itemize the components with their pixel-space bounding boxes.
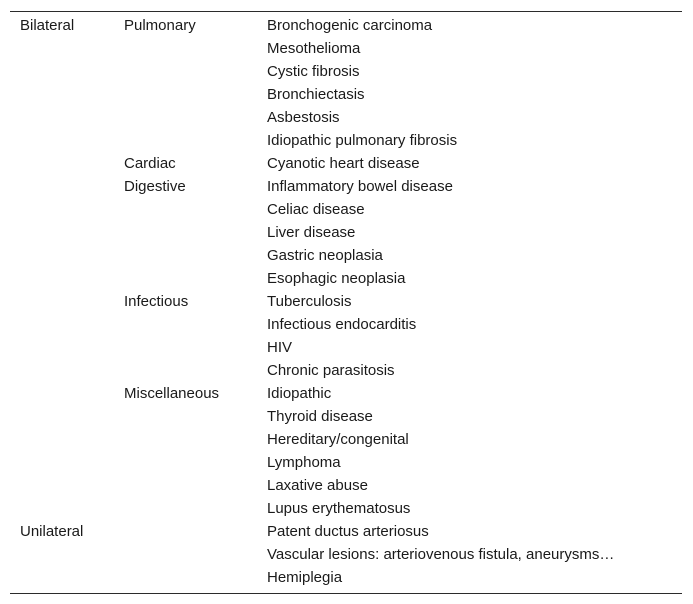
- condition-cell: Thyroid disease: [267, 408, 373, 425]
- condition-cell: Idiopathic pulmonary fibrosis: [267, 132, 458, 149]
- table-row: [10, 175, 682, 198]
- condition-cell: Laxative abuse: [267, 477, 368, 494]
- category-cell: Digestive: [124, 178, 186, 195]
- side-cell: [10, 359, 124, 382]
- condition-cell: Hemiplegia: [267, 569, 343, 586]
- side-cell: [10, 428, 124, 451]
- condition-cell: Cystic fibrosis: [267, 63, 360, 80]
- condition-cell: Liver disease: [267, 224, 356, 241]
- condition-cell: Idiopathic: [267, 385, 332, 402]
- category-cell: [124, 60, 267, 83]
- table-row: [10, 106, 682, 129]
- category-cell: [124, 267, 267, 290]
- condition-cell: Cyanotic heart disease: [267, 155, 420, 172]
- category-cell: Infectious: [124, 293, 189, 310]
- side-cell: [10, 198, 124, 221]
- condition-cell: Patent ductus arteriosus: [267, 523, 429, 540]
- table-row: [10, 543, 682, 566]
- table-row: [10, 451, 682, 474]
- table-row: [10, 359, 682, 382]
- table-row: [10, 313, 682, 336]
- table-row: [10, 244, 682, 267]
- category-cell: Miscellaneous: [124, 385, 220, 402]
- table-row: [10, 198, 682, 221]
- condition-cell: Esophagic neoplasia: [267, 270, 406, 287]
- category-cell: [124, 474, 267, 497]
- category-cell: [124, 198, 267, 221]
- side-cell: [10, 336, 124, 359]
- condition-cell: Bronchogenic carcinoma: [267, 17, 433, 34]
- side-cell: [10, 152, 124, 175]
- condition-cell: Vascular lesions: arteriovenous fistula, aneurysms…: [267, 546, 615, 563]
- side-cell: [10, 290, 124, 313]
- table-row: [10, 520, 682, 543]
- side-cell: Bilateral: [20, 17, 75, 34]
- category-cell: [124, 543, 267, 566]
- condition-cell: Celiac disease: [267, 201, 365, 218]
- category-cell: [124, 106, 267, 129]
- causes-table-container: [10, 11, 682, 594]
- side-cell: [10, 83, 124, 106]
- side-cell: [10, 382, 124, 405]
- condition-cell: Mesothelioma: [267, 40, 361, 57]
- table-row: [10, 474, 682, 497]
- side-cell: [10, 60, 124, 83]
- category-cell: [124, 221, 267, 244]
- table-body: [10, 14, 682, 589]
- side-cell: [10, 37, 124, 60]
- side-cell: [10, 313, 124, 336]
- condition-cell: Lymphoma: [267, 454, 341, 471]
- condition-cell: Asbestosis: [267, 109, 340, 126]
- condition-cell: Chronic parasitosis: [267, 362, 395, 379]
- category-cell: [124, 405, 267, 428]
- category-cell: [124, 313, 267, 336]
- category-cell: [124, 451, 267, 474]
- category-cell: [124, 83, 267, 106]
- table-row: [10, 290, 682, 313]
- side-cell: [10, 497, 124, 520]
- category-cell: [124, 428, 267, 451]
- category-cell: [124, 336, 267, 359]
- table-row: [10, 497, 682, 520]
- table-row: [10, 60, 682, 83]
- category-cell: [124, 520, 267, 543]
- condition-cell: Hereditary/congenital: [267, 431, 409, 448]
- side-cell: Unilateral: [20, 523, 84, 540]
- category-cell: [124, 359, 267, 382]
- condition-cell: Tuberculosis: [267, 293, 352, 310]
- table-row: [10, 566, 682, 589]
- table-row: [10, 14, 682, 37]
- table-row: [10, 37, 682, 60]
- table-row: [10, 267, 682, 290]
- side-cell: [10, 106, 124, 129]
- side-cell: [10, 451, 124, 474]
- condition-cell: Inflammatory bowel disease: [267, 178, 453, 195]
- condition-cell: HIV: [267, 339, 293, 356]
- side-cell: [10, 221, 124, 244]
- table-row: [10, 428, 682, 451]
- table-row: [10, 405, 682, 428]
- category-cell: [124, 566, 267, 589]
- category-cell: [124, 129, 267, 152]
- side-cell: [10, 129, 124, 152]
- table-row: [10, 382, 682, 405]
- side-cell: [10, 566, 124, 589]
- table-row: [10, 129, 682, 152]
- side-cell: [10, 175, 124, 198]
- table-row: [10, 152, 682, 175]
- category-cell: [124, 244, 267, 267]
- condition-cell: Infectious endocarditis: [267, 316, 417, 333]
- side-cell: [10, 244, 124, 267]
- condition-cell: Gastric neoplasia: [267, 247, 383, 264]
- condition-cell: Bronchiectasis: [267, 86, 365, 103]
- side-cell: [10, 405, 124, 428]
- category-cell: [124, 497, 267, 520]
- category-cell: Cardiac: [124, 155, 176, 172]
- table-row: [10, 83, 682, 106]
- side-cell: [10, 474, 124, 497]
- condition-cell: Lupus erythematosus: [267, 500, 411, 517]
- side-cell: [10, 267, 124, 290]
- table-row: [10, 221, 682, 244]
- causes-table: [10, 14, 682, 589]
- category-cell: [124, 37, 267, 60]
- category-cell: Pulmonary: [124, 17, 196, 34]
- table-row: [10, 336, 682, 359]
- side-cell: [10, 543, 124, 566]
